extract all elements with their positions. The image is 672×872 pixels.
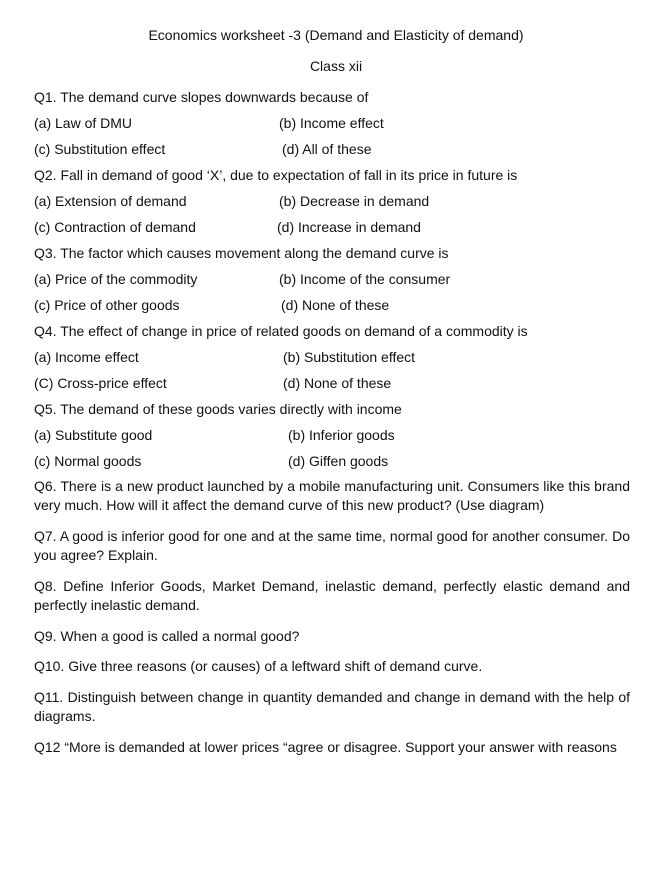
worksheet-title: Economics worksheet -3 (Demand and Elasticity of demand) <box>148 27 524 43</box>
q1-option-c: (c) Substitution effect <box>34 141 166 157</box>
q2-option-c: (c) Contraction of demand <box>34 219 196 235</box>
q3-option-a: (a) Price of the commodity <box>34 271 198 287</box>
question-7: Q7. A good is inferior good for one and at the same time, normal good for another consumer. Do you agree? Explain. <box>34 528 630 563</box>
q1-option-a: (a) Law of DMU <box>34 115 133 131</box>
question-8: Q8. Define Inferior Goods, Market Demand, inelastic demand, perfectly elastic demand and perfectly inelastic demand. <box>34 578 630 613</box>
question-9: Q9. When a good is called a normal good? <box>34 628 300 644</box>
q1-option-b: (b) Income effect <box>279 115 384 131</box>
question-12: Q12 “More is demanded at lower prices “agree or disagree. Support your answer with reasons <box>34 739 617 755</box>
q2-option-a: (a) Extension of demand <box>34 193 187 209</box>
q5-option-d: (d) Giffen goods <box>288 453 389 469</box>
q4-option-c: (C) Cross-price effect <box>34 375 167 391</box>
q3-option-c: (c) Price of other goods <box>34 297 180 313</box>
q4-option-a: (a) Income effect <box>34 349 139 365</box>
class-label: Class xii <box>309 58 363 74</box>
q5-option-c: (c) Normal goods <box>34 453 142 469</box>
q5-option-b: (b) Inferior goods <box>288 427 395 443</box>
question-10: Q10. Give three reasons (or causes) of a leftward shift of demand curve. <box>34 658 483 674</box>
question-5: Q5. The demand of these goods varies directly with income <box>34 401 402 417</box>
question-4: Q4. The effect of change in price of related goods on demand of a commodity is <box>34 323 528 339</box>
q4-option-b: (b) Substitution effect <box>283 349 416 365</box>
q1-option-d: (d) All of these <box>282 141 372 157</box>
q4-option-d: (d) None of these <box>283 375 392 391</box>
question-6: Q6. There is a new product launched by a mobile manufacturing unit. Consumers like this brand very much. How will it affect the demand curve of this new product? (Use diagram) <box>34 478 630 513</box>
q5-option-a: (a) Substitute good <box>34 427 153 443</box>
question-2: Q2. Fall in demand of good ‘X’, due to expectation of fall in its price in future is <box>34 167 518 183</box>
q2-option-b: (b) Decrease in demand <box>279 193 430 209</box>
question-3: Q3. The factor which causes movement along the demand curve is <box>34 245 449 261</box>
question-1: Q1. The demand curve slopes downwards because of <box>34 89 369 105</box>
question-11: Q11. Distinguish between change in quantity demanded and change in demand with the help of diagrams. <box>34 689 630 724</box>
q3-option-d: (d) None of these <box>281 297 390 313</box>
q2-option-d: (d) Increase in demand <box>277 219 421 235</box>
q3-option-b: (b) Income of the consumer <box>279 271 451 287</box>
